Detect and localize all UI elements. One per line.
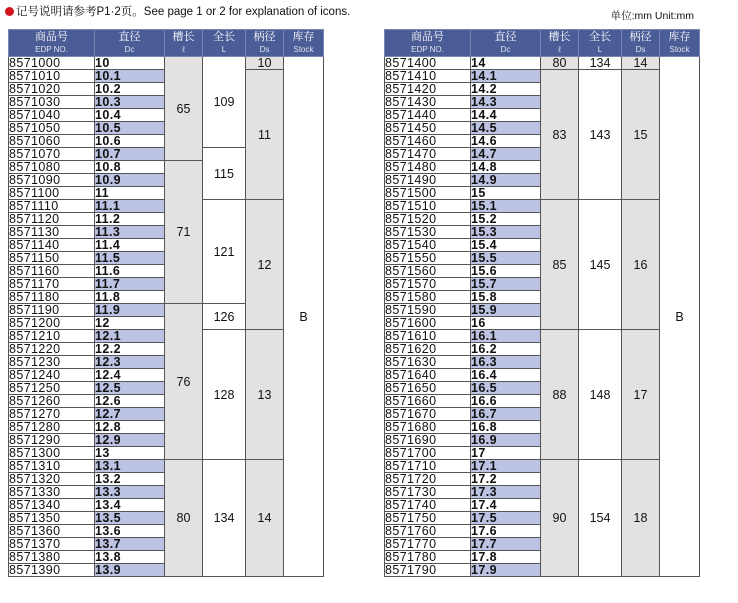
diameter-cell: 17 [471,447,541,460]
flute-length-cell: 80 [165,460,203,577]
edp-no-cell: 8571280 [9,421,95,434]
diameter-cell: 10.1 [95,70,165,83]
header-label: 库存 [292,30,315,43]
diameter-cell: 12.4 [95,369,165,382]
diameter-cell: 13.4 [95,499,165,512]
edp-no-cell: 8571150 [9,252,95,265]
shank-diameter-header [622,30,660,57]
diameter-cell: 13.2 [95,473,165,486]
edp-no-cell: 8571440 [385,109,471,122]
diameter-cell: 16.5 [471,382,541,395]
diameter-cell: 13.6 [95,525,165,538]
edp-no-cell: 8571530 [385,226,471,239]
flute-length-cell: 88 [541,330,579,460]
edp-no-cell: 8571160 [9,265,95,278]
diameter-cell: 10.8 [95,161,165,174]
edp-no-cell: 8571540 [385,239,471,252]
spec-table-right [384,29,700,577]
edp-no-cell: 8571180 [9,291,95,304]
header-label: 槽长 [172,30,195,43]
header-sublabel: EDP NO. [411,44,444,54]
header-sublabel: EDP NO. [35,44,68,54]
edp-no-cell: 8571350 [9,512,95,525]
diameter-cell: 17.7 [471,538,541,551]
overall-length-cell: 109 [203,57,246,148]
edp-no-cell: 8571120 [9,213,95,226]
overall-length-cell: 115 [203,148,246,200]
edp-no-cell: 8571570 [385,278,471,291]
edp-no-cell: 8571040 [9,109,95,122]
diameter-cell: 13.7 [95,538,165,551]
shank-diameter-cell: 18 [622,460,660,577]
flute-length-header [165,30,203,57]
diameter-cell: 13.1 [95,460,165,473]
edp-no-cell: 8571560 [385,265,471,278]
edp-no-cell: 8571780 [385,551,471,564]
edp-no-cell: 8571270 [9,408,95,421]
edp-no-cell: 8571330 [9,486,95,499]
edp-no-cell: 8571210 [9,330,95,343]
diameter-cell: 13.9 [95,564,165,577]
diameter-cell: 11.6 [95,265,165,278]
edp-no-cell: 8571600 [385,317,471,330]
diameter-cell: 13.8 [95,551,165,564]
table-row [385,330,700,343]
table-row [385,57,700,70]
edp-no-cell: 8571030 [9,96,95,109]
header-label: 商品号 [411,30,444,43]
icon-note-text: 记号说明请参考P1·2页。See page 1 or 2 for explanation of icons. [16,6,351,18]
red-dot-icon [5,7,14,16]
diameter-cell: 14.7 [471,148,541,161]
edp-no-cell: 8571140 [9,239,95,252]
edp-no-cell: 8571610 [385,330,471,343]
diameter-cell: 15.8 [471,291,541,304]
shank-diameter-header [246,30,284,57]
diameter-cell: 12.3 [95,356,165,369]
edp-no-cell: 8571450 [385,122,471,135]
diameter-cell: 12.1 [95,330,165,343]
header-label: 直径 [494,30,517,43]
diameter-cell: 16.6 [471,395,541,408]
edp-no-cell: 8571760 [385,525,471,538]
diameter-cell: 15.2 [471,213,541,226]
edp-no-cell: 8571290 [9,434,95,447]
diameter-cell: 10.7 [95,148,165,161]
header-sublabel: Ds [635,44,646,54]
stock-cell: B [284,57,324,577]
shank-diameter-cell: 14 [246,460,284,577]
header-label: 全长 [213,30,235,43]
diameter-cell: 17.4 [471,499,541,512]
diameter-cell: 15.6 [471,265,541,278]
flute-length-header [541,30,579,57]
diameter-cell: 15.5 [471,252,541,265]
stock-cell: B [660,57,700,577]
edp-no-cell: 8571430 [385,96,471,109]
diameter-cell: 17.5 [471,512,541,525]
diameter-cell: 15.1 [471,200,541,213]
overall-length-cell: 128 [203,330,246,460]
edp-no-header [385,30,471,57]
diameter-cell: 10.2 [95,83,165,96]
header-label: 柄径 [629,30,652,43]
edp-no-cell: 8571490 [385,174,471,187]
diameter-cell: 12.9 [95,434,165,447]
shank-diameter-cell: 17 [622,330,660,460]
edp-no-cell: 8571650 [385,382,471,395]
diameter-cell: 17.9 [471,564,541,577]
flute-length-cell: 65 [165,57,203,161]
edp-no-cell: 8571670 [385,408,471,421]
overall-length-cell: 121 [203,200,246,304]
diameter-cell: 14.3 [471,96,541,109]
header-sublabel: ℓ [182,44,185,54]
header-label: 商品号 [35,30,68,43]
edp-no-cell: 8571240 [9,369,95,382]
diameter-cell: 11.2 [95,213,165,226]
table-row [385,460,700,473]
diameter-cell: 10 [95,57,165,70]
shank-diameter-cell: 14 [622,57,660,70]
diameter-cell: 12.6 [95,395,165,408]
spec-table-left [8,29,324,577]
edp-no-cell: 8571480 [385,161,471,174]
edp-no-cell: 8571660 [385,395,471,408]
edp-no-cell: 8571730 [385,486,471,499]
edp-no-cell: 8571400 [385,57,471,70]
icon-note [5,5,350,19]
header-label: 柄径 [253,30,276,43]
edp-no-cell: 8571300 [9,447,95,460]
diameter-header [95,30,165,57]
diameter-cell: 10.5 [95,122,165,135]
header-sublabel: Stock [669,44,690,54]
edp-no-cell: 8571230 [9,356,95,369]
diameter-cell: 11.1 [95,200,165,213]
diameter-cell: 14.8 [471,161,541,174]
header-sublabel: Ds [259,44,270,54]
edp-no-cell: 8571380 [9,551,95,564]
flute-length-cell: 71 [165,161,203,304]
diameter-cell: 11 [95,187,165,200]
edp-no-cell: 8571720 [385,473,471,486]
edp-no-cell: 8571390 [9,564,95,577]
edp-no-cell: 8571500 [385,187,471,200]
overall-length-header [203,30,246,57]
overall-length-header [579,30,622,57]
diameter-cell: 12.7 [95,408,165,421]
edp-no-cell: 8571710 [385,460,471,473]
diameter-cell: 14.9 [471,174,541,187]
flute-length-cell: 85 [541,200,579,330]
diameter-cell: 11.3 [95,226,165,239]
diameter-cell: 17.1 [471,460,541,473]
edp-no-cell: 8571020 [9,83,95,96]
diameter-cell: 12.2 [95,343,165,356]
edp-no-cell: 8571640 [385,369,471,382]
diameter-cell: 15.7 [471,278,541,291]
diameter-cell: 17.6 [471,525,541,538]
edp-no-cell: 8571260 [9,395,95,408]
edp-no-cell: 8571420 [385,83,471,96]
diameter-cell: 14.6 [471,135,541,148]
edp-no-cell: 8571550 [385,252,471,265]
edp-no-cell: 8571770 [385,538,471,551]
overall-length-cell: 148 [579,330,622,460]
shank-diameter-cell: 16 [622,200,660,330]
diameter-cell: 15.9 [471,304,541,317]
diameter-cell: 15 [471,187,541,200]
diameter-cell: 11.9 [95,304,165,317]
table-row [9,57,324,70]
edp-no-cell: 8571470 [385,148,471,161]
edp-no-cell: 8571130 [9,226,95,239]
header-label: 全长 [589,30,611,43]
edp-no-cell: 8571100 [9,187,95,200]
diameter-cell: 10.6 [95,135,165,148]
diameter-cell: 16.7 [471,408,541,421]
stock-header [284,30,324,57]
edp-no-cell: 8571690 [385,434,471,447]
shank-diameter-cell: 15 [622,70,660,200]
edp-no-cell: 8571580 [385,291,471,304]
edp-no-cell: 8571680 [385,421,471,434]
edp-no-cell: 8571050 [9,122,95,135]
edp-no-cell: 8571410 [385,70,471,83]
edp-no-cell: 8571370 [9,538,95,551]
edp-no-cell: 8571170 [9,278,95,291]
shank-diameter-cell: 13 [246,330,284,460]
edp-no-cell: 8571090 [9,174,95,187]
diameter-cell: 11.8 [95,291,165,304]
diameter-cell: 16.9 [471,434,541,447]
edp-no-cell: 8571010 [9,70,95,83]
unit-label: 单位:mm Unit:mm [610,10,694,22]
header-label: 直径 [118,30,141,43]
diameter-cell: 12.8 [95,421,165,434]
diameter-cell: 16.1 [471,330,541,343]
header-sublabel: Dc [124,44,135,54]
flute-length-cell: 80 [541,57,579,70]
edp-no-cell: 8571110 [9,200,95,213]
diameter-cell: 16 [471,317,541,330]
diameter-cell: 14.5 [471,122,541,135]
diameter-cell: 13.5 [95,512,165,525]
edp-no-cell: 8571200 [9,317,95,330]
shank-diameter-cell: 10 [246,57,284,70]
edp-no-cell: 8571460 [385,135,471,148]
diameter-cell: 11.7 [95,278,165,291]
edp-no-cell: 8571060 [9,135,95,148]
flute-length-cell: 90 [541,460,579,577]
overall-length-cell: 134 [579,57,622,70]
edp-no-cell: 8571360 [9,525,95,538]
header-label: 槽长 [548,30,571,43]
diameter-cell: 13 [95,447,165,460]
diameter-cell: 14.4 [471,109,541,122]
table-row [385,70,700,83]
diameter-cell: 12.5 [95,382,165,395]
diameter-cell: 11.5 [95,252,165,265]
overall-length-cell: 143 [579,70,622,200]
diameter-cell: 11.4 [95,239,165,252]
diameter-cell: 12 [95,317,165,330]
edp-no-cell: 8571070 [9,148,95,161]
edp-no-cell: 8571740 [385,499,471,512]
overall-length-cell: 145 [579,200,622,330]
diameter-cell: 13.3 [95,486,165,499]
table-row [385,200,700,213]
diameter-cell: 14.2 [471,83,541,96]
header-sublabel: ℓ [558,44,561,54]
diameter-cell: 14 [471,57,541,70]
edp-no-cell: 8571320 [9,473,95,486]
diameter-cell: 17.8 [471,551,541,564]
edp-no-cell: 8571750 [385,512,471,525]
shank-diameter-cell: 12 [246,200,284,330]
diameter-cell: 16.2 [471,343,541,356]
edp-no-header [9,30,95,57]
edp-no-cell: 8571790 [385,564,471,577]
table-row [9,460,324,473]
header-sublabel: Dc [500,44,511,54]
edp-no-cell: 8571000 [9,57,95,70]
diameter-cell: 10.4 [95,109,165,122]
stock-header [660,30,700,57]
edp-no-cell: 8571340 [9,499,95,512]
header-sublabel: Stock [293,44,314,54]
diameter-cell: 15.4 [471,239,541,252]
edp-no-cell: 8571630 [385,356,471,369]
edp-no-cell: 8571590 [385,304,471,317]
edp-no-cell: 8571220 [9,343,95,356]
header-sublabel: L [597,44,603,54]
edp-no-cell: 8571510 [385,200,471,213]
diameter-header [471,30,541,57]
flute-length-cell: 83 [541,70,579,200]
overall-length-cell: 134 [203,460,246,577]
edp-no-cell: 8571620 [385,343,471,356]
diameter-cell: 16.3 [471,356,541,369]
edp-no-cell: 8571250 [9,382,95,395]
edp-no-cell: 8571190 [9,304,95,317]
overall-length-cell: 154 [579,460,622,577]
diameter-cell: 17.2 [471,473,541,486]
edp-no-cell: 8571700 [385,447,471,460]
diameter-cell: 17.3 [471,486,541,499]
diameter-cell: 15.3 [471,226,541,239]
flute-length-cell: 76 [165,304,203,460]
edp-no-cell: 8571080 [9,161,95,174]
diameter-cell: 14.1 [471,70,541,83]
header-label: 库存 [668,30,691,43]
diameter-cell: 16.8 [471,421,541,434]
header-sublabel: L [221,44,227,54]
edp-no-cell: 8571310 [9,460,95,473]
diameter-cell: 10.3 [95,96,165,109]
edp-no-cell: 8571520 [385,213,471,226]
diameter-cell: 16.4 [471,369,541,382]
shank-diameter-cell: 11 [246,70,284,200]
diameter-cell: 10.9 [95,174,165,187]
overall-length-cell: 126 [203,304,246,330]
